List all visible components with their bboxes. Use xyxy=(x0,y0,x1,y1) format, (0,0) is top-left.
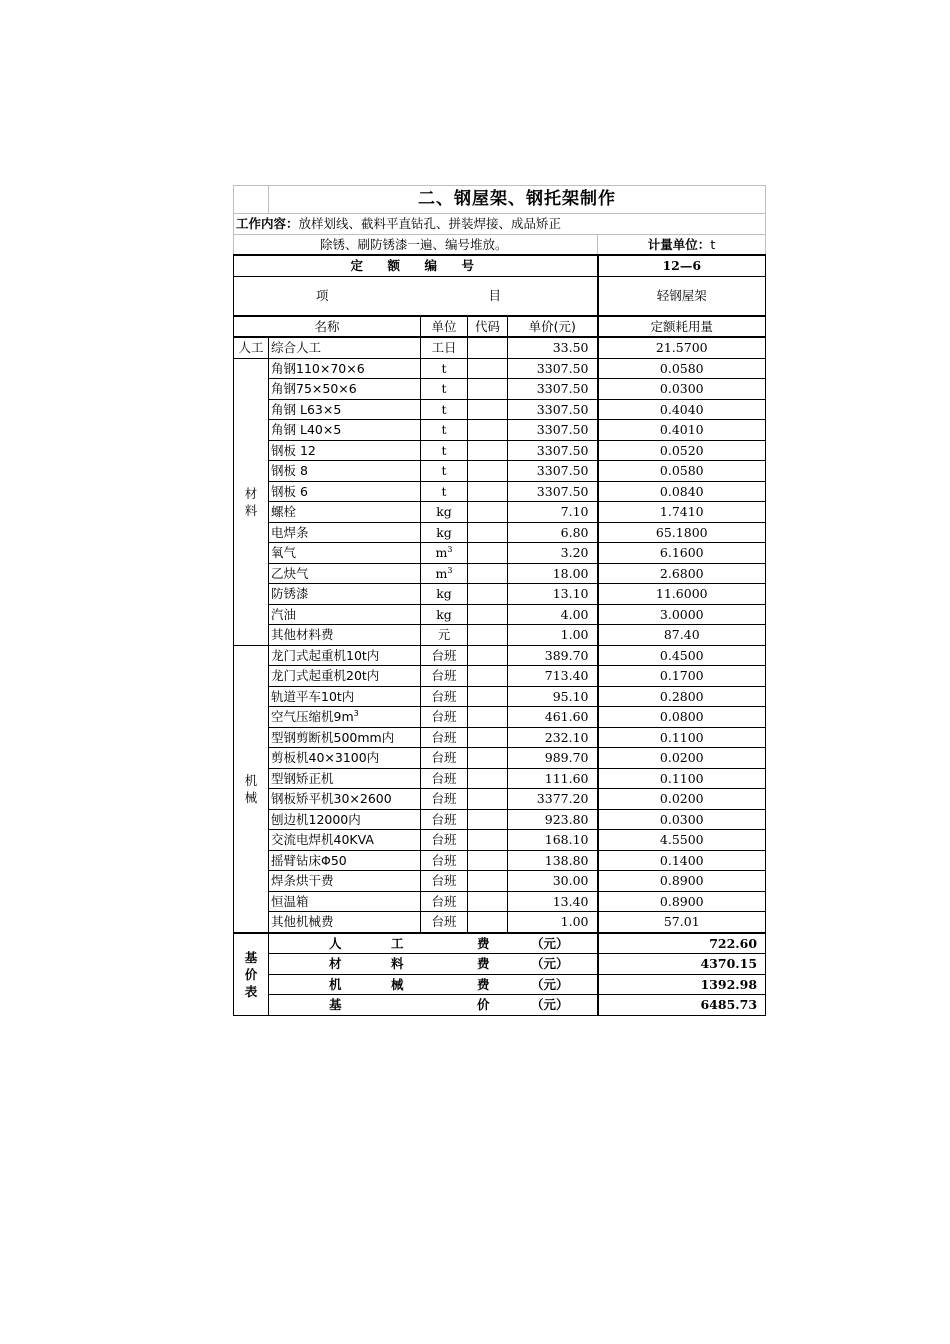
machines-qty: 0.1100 xyxy=(598,768,766,789)
machines-row xyxy=(234,686,766,707)
unit-value: t xyxy=(710,236,716,252)
group-material-char: 材 xyxy=(244,485,258,501)
materials-code xyxy=(468,461,508,482)
machines-row xyxy=(234,891,766,912)
materials-row xyxy=(234,420,766,441)
text: 交流电焊机40KVA xyxy=(271,832,374,848)
labor-code xyxy=(468,337,508,358)
text: kg xyxy=(436,504,452,520)
materials-unit xyxy=(421,543,468,564)
machines-name xyxy=(269,707,421,728)
materials-code xyxy=(468,522,508,543)
quota-no-label: 定 额 编 号 xyxy=(234,255,598,276)
group-base-char: 基 xyxy=(244,949,258,965)
materials-price: 6.80 xyxy=(508,522,598,543)
summary-label-part: 费 xyxy=(477,976,490,992)
text: 恒温箱 xyxy=(271,893,309,909)
group-machine-char: 机 xyxy=(244,772,258,788)
machines-row xyxy=(234,850,766,871)
text: 钢板 12 xyxy=(271,442,316,458)
text: 刨边机12000内 xyxy=(271,811,361,827)
materials-price: 3307.50 xyxy=(508,481,598,502)
machines-unit xyxy=(421,891,468,912)
machines-price: 168.10 xyxy=(508,830,598,851)
machines-name xyxy=(269,768,421,789)
text: t xyxy=(441,422,447,438)
materials-price: 4.00 xyxy=(508,604,598,625)
materials-unit xyxy=(421,461,468,482)
item-header xyxy=(234,276,598,316)
materials-row xyxy=(234,358,766,379)
materials-name xyxy=(269,563,421,584)
text: 电焊条 xyxy=(271,524,309,540)
materials-qty: 0.0300 xyxy=(598,379,766,400)
materials-code xyxy=(468,625,508,646)
text: 台班 xyxy=(431,791,457,807)
text: 乙炔气 xyxy=(271,565,309,581)
col-price-header: 单价(元) xyxy=(508,316,598,338)
materials-qty: 11.6000 xyxy=(598,584,766,605)
machines-row xyxy=(234,748,766,769)
materials-row xyxy=(234,563,766,584)
machines-unit xyxy=(421,666,468,687)
text: 台班 xyxy=(431,893,457,909)
materials-code xyxy=(468,543,508,564)
materials-name xyxy=(269,543,421,564)
materials-unit xyxy=(421,420,468,441)
materials-name xyxy=(269,358,421,379)
materials-row xyxy=(234,461,766,482)
materials-price: 3307.50 xyxy=(508,379,598,400)
materials-qty: 0.0520 xyxy=(598,440,766,461)
machines-price: 95.10 xyxy=(508,686,598,707)
machines-code xyxy=(468,871,508,892)
text: 剪板机40×3100内 xyxy=(271,750,380,766)
materials-name xyxy=(269,522,421,543)
materials-qty: 3.0000 xyxy=(598,604,766,625)
materials-price: 3307.50 xyxy=(508,358,598,379)
machines-qty: 57.01 xyxy=(598,912,766,933)
summary-row xyxy=(234,995,766,1016)
materials-name xyxy=(269,604,421,625)
materials-row xyxy=(234,604,766,625)
text: t xyxy=(441,483,447,499)
materials-unit xyxy=(421,481,468,502)
machines-code xyxy=(468,809,508,830)
machines-unit xyxy=(421,871,468,892)
summary-label-part: 价 xyxy=(477,997,490,1013)
materials-code xyxy=(468,563,508,584)
text: 台班 xyxy=(431,647,457,663)
superscript: 3 xyxy=(447,545,453,555)
summary-label-part: 基 xyxy=(329,997,342,1013)
group-material xyxy=(234,358,269,645)
machines-qty: 0.8900 xyxy=(598,891,766,912)
materials-row xyxy=(234,379,766,400)
text: 其他材料费 xyxy=(271,627,334,643)
text: 摇臂钻床Φ50 xyxy=(271,852,347,868)
machines-name xyxy=(269,850,421,871)
materials-row xyxy=(234,440,766,461)
materials-code xyxy=(468,481,508,502)
summary-value: 4370.15 xyxy=(598,954,766,975)
materials-price: 3307.50 xyxy=(508,399,598,420)
work-content-row xyxy=(234,214,766,235)
materials-row xyxy=(234,502,766,523)
unit-cell xyxy=(598,234,766,255)
group-machine-char: 械 xyxy=(244,789,258,805)
item-label-2: 目 xyxy=(488,288,502,303)
machines-price: 461.60 xyxy=(508,707,598,728)
materials-price: 3307.50 xyxy=(508,440,598,461)
materials-unit xyxy=(421,584,468,605)
machines-price: 3377.20 xyxy=(508,789,598,810)
group-labor: 人工 xyxy=(234,337,269,358)
quota-no: 12—6 xyxy=(598,255,766,276)
machines-qty: 0.0800 xyxy=(598,707,766,728)
materials-row xyxy=(234,543,766,564)
quota-table xyxy=(233,185,766,1016)
materials-qty: 0.4040 xyxy=(598,399,766,420)
machines-name xyxy=(269,809,421,830)
text: 台班 xyxy=(431,729,457,745)
summary-label-part: （元） xyxy=(531,976,569,992)
col-code-header: 代码 xyxy=(468,316,508,338)
col-unit-header: 单位 xyxy=(421,316,468,338)
text: t xyxy=(441,381,447,397)
text: 台班 xyxy=(431,811,457,827)
summary-row xyxy=(234,974,766,995)
text: t xyxy=(441,401,447,417)
group-base xyxy=(234,933,269,1016)
group-base-char: 价 xyxy=(244,966,258,982)
text: 龙门式起重机20t内 xyxy=(271,668,380,684)
materials-row xyxy=(234,399,766,420)
text: 角钢 L63×5 xyxy=(271,401,342,417)
text: 其他机械费 xyxy=(271,914,334,930)
machines-code xyxy=(468,707,508,728)
text: 汽油 xyxy=(271,606,297,622)
text: 台班 xyxy=(431,873,457,889)
text: 台班 xyxy=(431,688,457,704)
materials-name xyxy=(269,502,421,523)
machines-code xyxy=(468,789,508,810)
text: 台班 xyxy=(431,668,457,684)
page-title: 二、钢屋架、钢托架制作 xyxy=(269,186,766,214)
machines-code xyxy=(468,891,508,912)
materials-row xyxy=(234,584,766,605)
text: 台班 xyxy=(431,750,457,766)
text: 元 xyxy=(437,627,451,643)
col-qty-header: 定额耗用量 xyxy=(598,316,766,338)
item-name: 轻钢屋架 xyxy=(598,276,766,316)
machines-price: 923.80 xyxy=(508,809,598,830)
machines-code xyxy=(468,686,508,707)
machines-unit xyxy=(421,707,468,728)
machines-price: 989.70 xyxy=(508,748,598,769)
materials-code xyxy=(468,584,508,605)
machines-qty: 0.0200 xyxy=(598,789,766,810)
machines-name xyxy=(269,686,421,707)
materials-price: 3307.50 xyxy=(508,420,598,441)
summary-label-part: 费 xyxy=(477,935,490,951)
summary-label xyxy=(269,933,598,954)
materials-price: 3.20 xyxy=(508,543,598,564)
materials-name xyxy=(269,461,421,482)
machines-price: 713.40 xyxy=(508,666,598,687)
machines-name xyxy=(269,830,421,851)
text: 角钢 L40×5 xyxy=(271,422,342,438)
labor-qty: 21.5700 xyxy=(598,337,766,358)
text: 台班 xyxy=(431,914,457,930)
machines-unit xyxy=(421,768,468,789)
materials-qty: 0.0580 xyxy=(598,461,766,482)
summary-value: 722.60 xyxy=(598,933,766,954)
machines-code xyxy=(468,748,508,769)
materials-code xyxy=(468,420,508,441)
summary-label-part: 人 xyxy=(329,935,342,951)
materials-name xyxy=(269,584,421,605)
materials-row xyxy=(234,522,766,543)
machines-code xyxy=(468,830,508,851)
materials-name xyxy=(269,399,421,420)
materials-code xyxy=(468,399,508,420)
machines-qty: 4.5500 xyxy=(598,830,766,851)
materials-qty: 1.7410 xyxy=(598,502,766,523)
superscript: 3 xyxy=(353,709,359,719)
machines-code xyxy=(468,912,508,933)
corner-cell xyxy=(234,186,269,214)
machines-unit xyxy=(421,645,468,666)
machines-row xyxy=(234,666,766,687)
text: m xyxy=(435,565,448,581)
col-name-header: 名称 xyxy=(234,316,421,338)
machines-qty: 0.0300 xyxy=(598,809,766,830)
machines-qty: 0.1400 xyxy=(598,850,766,871)
materials-price: 7.10 xyxy=(508,502,598,523)
materials-price: 1.00 xyxy=(508,625,598,646)
text: 型钢矫正机 xyxy=(271,770,334,786)
materials-code xyxy=(468,604,508,625)
text: 防锈漆 xyxy=(271,586,309,602)
text: kg xyxy=(436,524,452,540)
machines-row xyxy=(234,830,766,851)
summary-label-part: （元） xyxy=(531,935,569,951)
machines-row xyxy=(234,645,766,666)
materials-unit xyxy=(421,563,468,584)
materials-unit xyxy=(421,502,468,523)
text: 台班 xyxy=(431,770,457,786)
item-label-1: 项 xyxy=(316,288,329,303)
text: 氧气 xyxy=(271,545,297,561)
text: 角钢75×50×6 xyxy=(271,381,357,397)
text: 台班 xyxy=(431,832,457,848)
machines-name xyxy=(269,666,421,687)
summary-label-part: （元） xyxy=(531,997,569,1013)
machines-name xyxy=(269,891,421,912)
group-machine xyxy=(234,645,269,933)
materials-name xyxy=(269,379,421,400)
summary-value: 6485.73 xyxy=(598,995,766,1016)
summary-row xyxy=(234,933,766,954)
text: 螺栓 xyxy=(271,504,297,520)
machines-name xyxy=(269,871,421,892)
materials-qty: 87.40 xyxy=(598,625,766,646)
materials-code xyxy=(468,379,508,400)
machines-code xyxy=(468,768,508,789)
materials-unit xyxy=(421,379,468,400)
text: 钢板 6 xyxy=(271,483,308,499)
materials-name xyxy=(269,625,421,646)
summary-row xyxy=(234,954,766,975)
machines-row xyxy=(234,768,766,789)
machines-row xyxy=(234,912,766,933)
text: 型钢剪断机500mm内 xyxy=(271,729,395,745)
materials-code xyxy=(468,502,508,523)
text: 空气压缩机9m xyxy=(271,709,354,725)
text: t xyxy=(441,442,447,458)
materials-qty: 0.0580 xyxy=(598,358,766,379)
summary-label-part: 材 xyxy=(329,956,342,972)
materials-name xyxy=(269,420,421,441)
text: 台班 xyxy=(431,709,457,725)
summary-value: 1392.98 xyxy=(598,974,766,995)
summary-label-part: （元） xyxy=(531,956,569,972)
summary-label-part: 工 xyxy=(391,935,404,951)
summary-label xyxy=(269,974,598,995)
work-content-line2: 除锈、刷防锈漆一遍、编号堆放。 xyxy=(234,234,598,255)
machines-unit xyxy=(421,686,468,707)
work-content-line1: 放样划线、截料平直钻孔、拼装焊接、成品矫正 xyxy=(298,216,562,232)
machines-unit xyxy=(421,809,468,830)
text: 钢板 8 xyxy=(271,463,308,479)
text: m xyxy=(435,545,448,561)
machines-name xyxy=(269,912,421,933)
text: t xyxy=(441,360,447,376)
work-content-label: 工作内容： xyxy=(236,216,299,232)
machines-price: 232.10 xyxy=(508,727,598,748)
summary-label xyxy=(269,954,598,975)
materials-code xyxy=(468,440,508,461)
labor-price: 33.50 xyxy=(508,337,598,358)
machines-qty: 0.1100 xyxy=(598,727,766,748)
machines-qty: 0.8900 xyxy=(598,871,766,892)
unit-label: 计量单位： xyxy=(647,236,711,252)
machines-price: 389.70 xyxy=(508,645,598,666)
machines-code xyxy=(468,666,508,687)
materials-unit xyxy=(421,522,468,543)
text: t xyxy=(441,463,447,479)
machines-qty: 0.1700 xyxy=(598,666,766,687)
machines-qty: 0.4500 xyxy=(598,645,766,666)
machines-unit xyxy=(421,830,468,851)
machines-code xyxy=(468,727,508,748)
materials-qty: 6.1600 xyxy=(598,543,766,564)
materials-name xyxy=(269,440,421,461)
quota-sheet xyxy=(233,185,765,1016)
machines-price: 30.00 xyxy=(508,871,598,892)
text: 台班 xyxy=(431,852,457,868)
materials-price: 18.00 xyxy=(508,563,598,584)
summary-label-part: 费 xyxy=(477,956,490,972)
materials-code xyxy=(468,358,508,379)
machines-name xyxy=(269,645,421,666)
labor-name: 综合人工 xyxy=(269,337,421,358)
materials-qty: 65.1800 xyxy=(598,522,766,543)
machines-unit xyxy=(421,748,468,769)
machines-price: 1.00 xyxy=(508,912,598,933)
machines-name xyxy=(269,727,421,748)
machines-row xyxy=(234,727,766,748)
text: 角钢110×70×6 xyxy=(271,360,365,376)
materials-qty: 0.0840 xyxy=(598,481,766,502)
text: 焊条烘干费 xyxy=(271,873,334,889)
materials-price: 3307.50 xyxy=(508,461,598,482)
machines-price: 138.80 xyxy=(508,850,598,871)
text: kg xyxy=(436,606,452,622)
machines-code xyxy=(468,850,508,871)
machines-price: 13.40 xyxy=(508,891,598,912)
summary-label-part: 料 xyxy=(391,956,404,972)
machines-row xyxy=(234,707,766,728)
machines-code xyxy=(468,645,508,666)
text: 钢板矫平机30×2600 xyxy=(271,791,392,807)
materials-unit xyxy=(421,604,468,625)
machines-name xyxy=(269,748,421,769)
summary-label-part: 机 xyxy=(329,976,342,992)
text: 龙门式起重机10t内 xyxy=(271,647,380,663)
group-material-char: 料 xyxy=(244,502,258,518)
machines-unit xyxy=(421,912,468,933)
machines-row xyxy=(234,871,766,892)
machines-row xyxy=(234,809,766,830)
machines-name xyxy=(269,789,421,810)
superscript: 3 xyxy=(447,565,453,575)
materials-unit xyxy=(421,358,468,379)
materials-qty: 0.4010 xyxy=(598,420,766,441)
materials-qty: 2.6800 xyxy=(598,563,766,584)
materials-unit xyxy=(421,440,468,461)
materials-unit xyxy=(421,625,468,646)
machines-price: 111.60 xyxy=(508,768,598,789)
text: kg xyxy=(436,586,452,602)
machines-unit xyxy=(421,727,468,748)
materials-name xyxy=(269,481,421,502)
labor-unit: 工日 xyxy=(421,337,468,358)
materials-row xyxy=(234,481,766,502)
summary-label xyxy=(269,995,598,1016)
machines-unit xyxy=(421,789,468,810)
group-base-char: 表 xyxy=(244,983,258,999)
materials-unit xyxy=(421,399,468,420)
machines-qty: 0.2800 xyxy=(598,686,766,707)
machines-unit xyxy=(421,850,468,871)
text: 轨道平车10t内 xyxy=(271,688,355,704)
materials-row xyxy=(234,625,766,646)
materials-price: 13.10 xyxy=(508,584,598,605)
summary-label-part: 械 xyxy=(391,976,404,992)
machines-qty: 0.0200 xyxy=(598,748,766,769)
machines-row xyxy=(234,789,766,810)
